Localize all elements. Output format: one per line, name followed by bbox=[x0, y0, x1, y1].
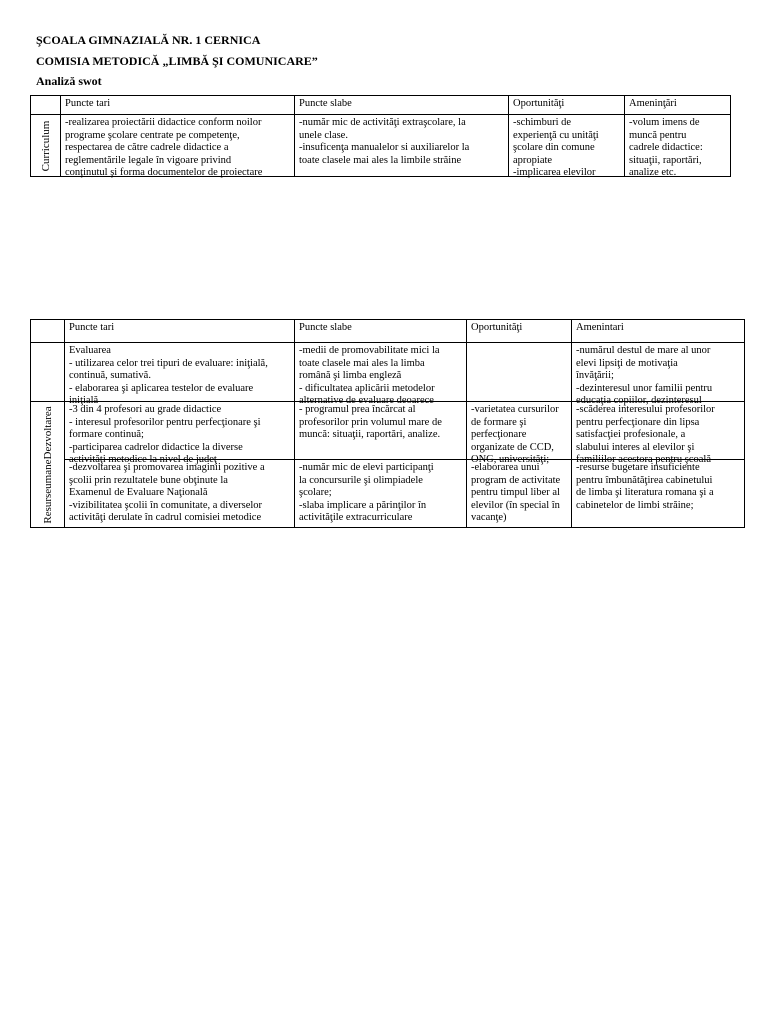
cell-text-line: program de activitate bbox=[471, 474, 561, 486]
threats-cell bbox=[572, 343, 745, 406]
corner-cell bbox=[31, 96, 61, 115]
cell-text-line: elevi lipsiţi de motivaţia bbox=[576, 357, 678, 369]
strengths-cell bbox=[65, 343, 295, 406]
cell-text-line: -vizibilitatea şcolii în comunitate, a diverselor bbox=[69, 499, 263, 511]
cell-text-line: de limba şi literatura romana şi a bbox=[576, 487, 714, 498]
cell-text-line: şcolare din comune bbox=[513, 142, 595, 153]
strengths-cell bbox=[65, 460, 295, 528]
header-strengths: Puncte tari bbox=[65, 320, 295, 343]
cell-text-line: familiilor acestora pentru şcoală bbox=[576, 454, 711, 465]
cell-text-line: alternative de evaluare deoarece bbox=[299, 395, 434, 406]
cell-text-line: cabinetelor de limbi străine; bbox=[576, 499, 694, 511]
cell-text-line: elevilor (în special în bbox=[471, 499, 560, 511]
cell-text-line: reglementările legale în vigoare privind bbox=[65, 154, 232, 166]
cell-text-line: slabului interes al elevilor şi bbox=[576, 441, 695, 453]
cell-text-line: şcolii prin rezultatele bune obţinute la bbox=[69, 474, 228, 486]
document-subtitle: Analiză swot bbox=[36, 74, 102, 88]
cell-text-line: învăţării; bbox=[576, 370, 614, 381]
cell-text-line: română şi limba engleză bbox=[299, 370, 402, 381]
cell-text-line: pentru perfecţionare din lipsa bbox=[576, 416, 700, 428]
cell-text-line: -slaba implicare a părinţilor în bbox=[299, 499, 427, 511]
cell-text-line: perfecţionare bbox=[471, 429, 527, 440]
weaknesses-cell bbox=[295, 460, 467, 528]
cell-text-line: respectarea de către cadrele didactice a bbox=[65, 142, 229, 153]
cell-text-line: ONG, universităţi; bbox=[471, 454, 550, 465]
swot-table-resources bbox=[30, 319, 745, 528]
header-threats: Amenintari bbox=[572, 320, 745, 343]
row-label-cell bbox=[31, 343, 65, 402]
cell-text-line: analize etc. bbox=[629, 167, 677, 178]
strengths-cell bbox=[61, 115, 295, 177]
cell-text-line: muncă: situaţii, raportări, analize. bbox=[299, 429, 441, 440]
cell-text-line: -dezinteresul unor familii pentru bbox=[576, 382, 713, 394]
cell-text-line: -implicarea elevilor bbox=[513, 167, 596, 178]
cell-text-line: activităţi derulate în cadrul comisiei metodice bbox=[69, 512, 262, 523]
corner-cell bbox=[31, 320, 65, 343]
cell-text-line: profesorilor prin volumul mare de bbox=[299, 416, 442, 428]
header-threats: Ameninţări bbox=[625, 96, 731, 115]
cell-text-line: apropiate bbox=[513, 154, 553, 166]
row-label: Curriculum bbox=[39, 120, 52, 171]
swot-table-curriculum bbox=[30, 95, 731, 177]
cell-text-line: muncă pentru bbox=[629, 129, 687, 141]
opportunities-cell bbox=[467, 402, 572, 465]
cell-text-line: -volum imens de bbox=[629, 117, 700, 128]
strengths-cell bbox=[65, 402, 295, 465]
cell-text-line: - dificultatea aplicării metodelor bbox=[299, 382, 435, 394]
threats-cell bbox=[625, 115, 731, 177]
row-label: ResurseumaneDezvoltarea bbox=[41, 405, 54, 524]
cell-text-line: -resurse bugetare insuficiente bbox=[576, 462, 700, 473]
cell-text-line: continuă, sumativă. bbox=[69, 370, 151, 381]
cell-text-line: experienţă cu unităţi bbox=[513, 129, 599, 141]
table-row bbox=[31, 343, 745, 402]
opportunities-cell bbox=[467, 343, 572, 402]
cell-text-line: conţinutul şi forma documentelor de proiectare bbox=[65, 167, 263, 178]
table-row bbox=[31, 460, 745, 528]
cell-text-line: - interesul profesorilor pentru perfecţionare şi bbox=[69, 416, 261, 428]
cell-text-line: satisfacţiei profesionale, a bbox=[576, 429, 686, 440]
header-opportunities: Oportunităţi bbox=[467, 320, 572, 343]
cell-text-line: -scăderea interesului profesorilor bbox=[576, 404, 715, 415]
table-row bbox=[31, 115, 731, 177]
header-weaknesses: Puncte slabe bbox=[295, 320, 467, 343]
cell-text-line: de formare şi bbox=[471, 416, 527, 428]
weaknesses-cell bbox=[295, 343, 467, 406]
weaknesses-cell bbox=[295, 115, 509, 177]
cell-text-line: -varietatea cursurilor bbox=[471, 404, 559, 415]
cell-text-line: -participarea cadrelor didactice la diverse bbox=[69, 441, 243, 453]
cell-text-line: -elaborarea unui bbox=[471, 462, 540, 473]
cell-text-line: - elaborarea şi aplicarea testelor de evaluare bbox=[69, 382, 254, 394]
cell-text-line: -schimburi de bbox=[513, 117, 572, 128]
cell-text-line: vacanţe) bbox=[471, 512, 507, 523]
row-label-cell bbox=[31, 402, 65, 528]
cell-text-line: activităţile extracurriculare bbox=[299, 512, 413, 523]
weaknesses-cell bbox=[295, 402, 467, 460]
cell-text-line: toate clasele mai ales la limbile străine bbox=[299, 154, 462, 166]
cell-text-line: formare continuă; bbox=[69, 429, 144, 440]
table-row bbox=[31, 402, 745, 460]
cell-text-line: pentru timpul liber al bbox=[471, 487, 560, 498]
cell-text-line: - programul prea încărcat al bbox=[299, 404, 416, 415]
threats-cell bbox=[572, 460, 745, 528]
cell-text-line: pentru îmbunătăţirea cabinetului bbox=[576, 474, 713, 486]
cell-text-line: toate clasele mai ales la limba bbox=[299, 357, 425, 369]
cell-text-line: programe şcolare centrate pe competenţe, bbox=[65, 129, 240, 141]
header-weaknesses: Puncte slabe bbox=[295, 96, 509, 115]
cell-text-line: organizate de CCD, bbox=[471, 441, 554, 453]
cell-text-line: unele clase. bbox=[299, 129, 348, 141]
cell-text-line: -realizarea proiectării didactice conform noilor bbox=[65, 117, 262, 128]
cell-text-line: Examenul de Evaluare Naţională bbox=[69, 487, 208, 498]
cell-text-line: situaţii, raportări, bbox=[629, 154, 702, 166]
cell-text-line: -număr mic de activităţi extraşcolare, la bbox=[299, 117, 466, 128]
cell-text-line: la concursurile şi olimpiadele bbox=[299, 474, 423, 486]
cell-text-line: -număr mic de elevi participanţi bbox=[299, 462, 434, 473]
cell-text-line: cadrele didactice: bbox=[629, 142, 703, 153]
cell-text-line: Evaluarea bbox=[69, 345, 111, 356]
header-opportunities: Oportunităţi bbox=[509, 96, 625, 115]
cell-text-line: iniţială bbox=[69, 395, 99, 406]
table-header-row bbox=[31, 96, 731, 115]
cell-text-line: şcolare; bbox=[299, 487, 332, 498]
cell-text-line: - utilizarea celor trei tipuri de evaluare: iniţială, bbox=[69, 357, 268, 369]
cell-text-line: activităţi metodice la nivel de judeţ bbox=[69, 454, 217, 465]
threats-cell bbox=[572, 402, 745, 465]
row-label-cell bbox=[31, 115, 61, 177]
cell-text-line: -insuficenţa manualelor si auxiliarelor la bbox=[299, 142, 470, 153]
opportunities-cell bbox=[467, 460, 572, 528]
school-name: ŞCOALA GIMNAZIALĂ NR. 1 CERNICA bbox=[36, 33, 261, 47]
cell-text-line: educaţia copiilor, dezinteresul bbox=[576, 395, 702, 406]
cell-text-line: -3 din 4 profesori au grade didactice bbox=[69, 404, 222, 415]
cell-text-line: -numărul destul de mare al unor bbox=[576, 345, 711, 356]
table-header-row bbox=[31, 320, 745, 343]
commission-name: COMISIA METODICĂ „LIMBĂ ŞI COMUNICARE” bbox=[36, 54, 318, 68]
cell-text-line: -dezvoltarea şi promovarea imaginii pozitive a bbox=[69, 462, 265, 473]
cell-text-line: -medii de promovabilitate mici la bbox=[299, 345, 440, 356]
opportunities-cell bbox=[509, 115, 625, 177]
header-strengths: Puncte tari bbox=[61, 96, 295, 115]
